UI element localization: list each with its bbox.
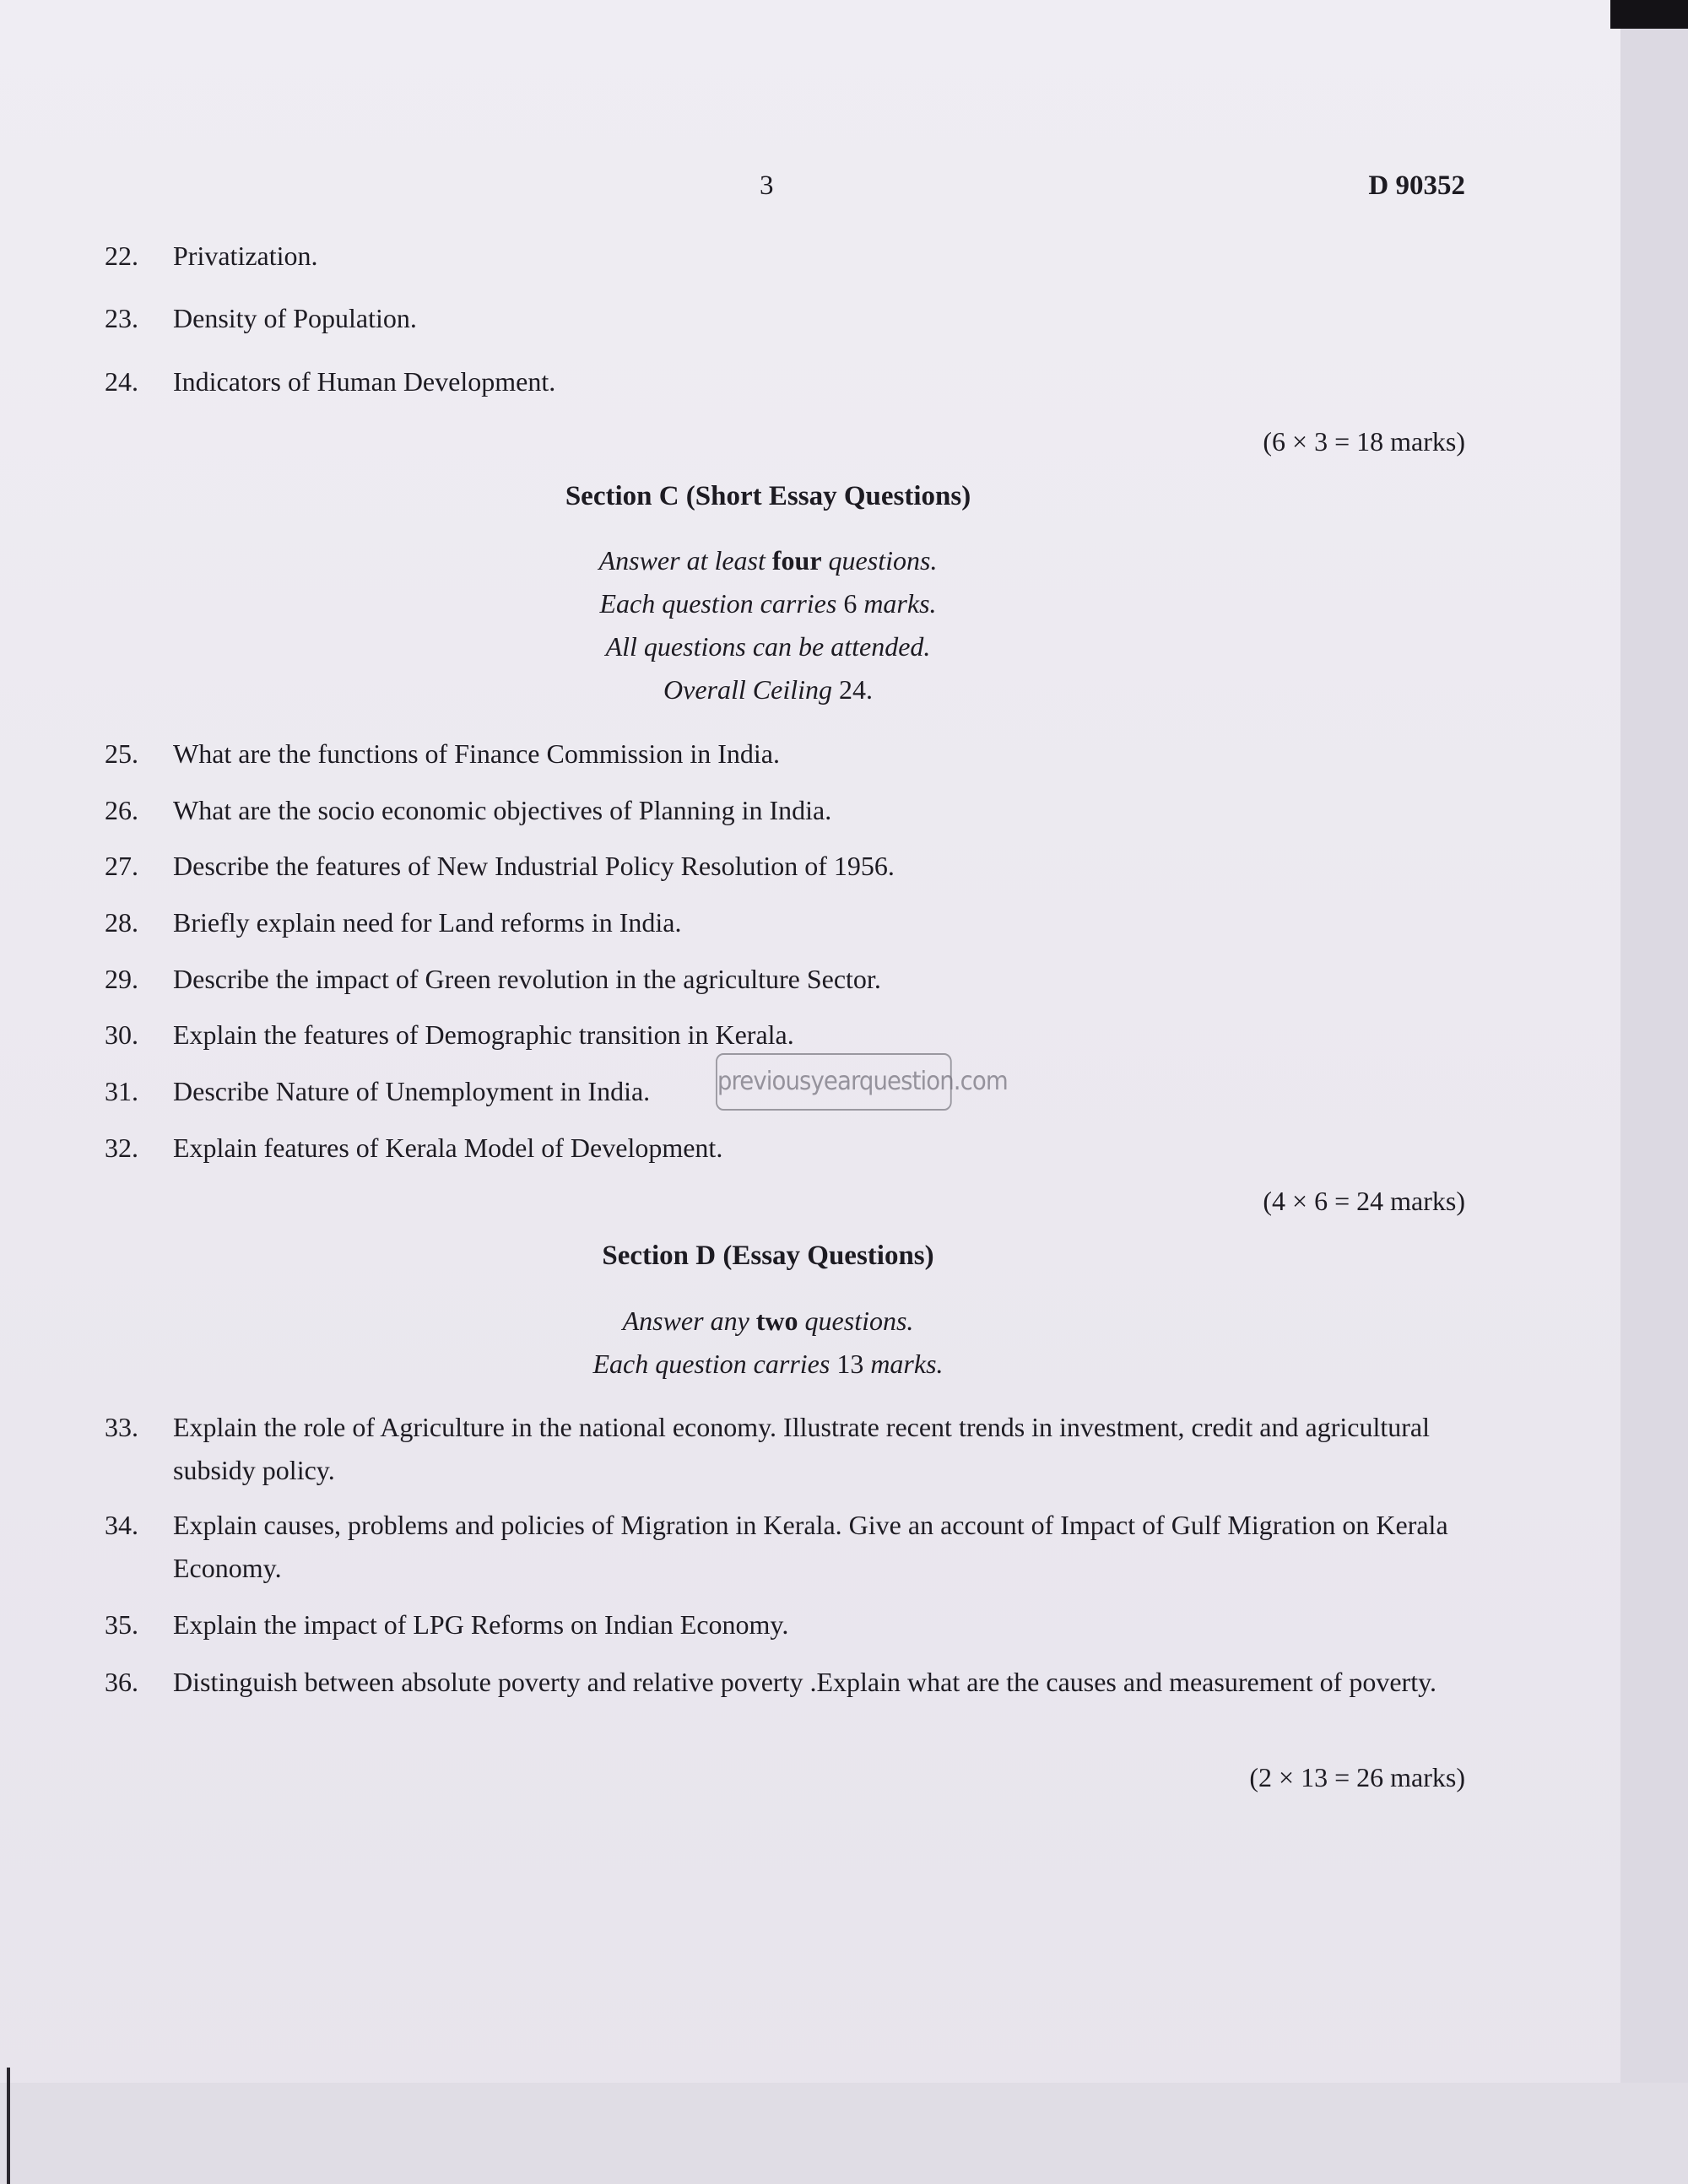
question-24 — [105, 360, 1463, 403]
question-26 — [105, 789, 1463, 832]
question-text: What are the socio economic objectives of Planning in India. — [173, 795, 832, 825]
question-number: 33. — [105, 1412, 138, 1442]
question-number: 31. — [105, 1076, 138, 1106]
question-number: 30. — [105, 1019, 138, 1050]
question-text: Explain causes, problems and policies of Migration in Kerala. Give an account of Impact of Gulf Migration on Kerala Economy. — [173, 1510, 1448, 1583]
section-c-instruction-4: Overall Ceiling 24. — [663, 674, 873, 705]
question-35 — [105, 1603, 1463, 1646]
question-32 — [105, 1127, 1463, 1170]
question-27 — [105, 845, 1463, 888]
question-34 — [105, 1504, 1463, 1590]
question-number: 29. — [105, 964, 138, 994]
question-number: 34. — [105, 1510, 138, 1540]
question-text: Privatization. — [173, 241, 318, 271]
question-25 — [105, 733, 1463, 776]
watermark-logo: previousyearquestion.com — [716, 1053, 952, 1111]
question-28 — [105, 901, 1463, 944]
question-number: 27. — [105, 851, 138, 881]
question-text: Briefly explain need for Land reforms in India. — [173, 907, 682, 938]
question-text: Density of Population. — [173, 303, 417, 333]
section-d-marks: (2 × 13 = 26 marks) — [1249, 1762, 1465, 1792]
question-30 — [105, 1014, 1463, 1057]
question-number: 23. — [105, 303, 138, 333]
scan-corner-mark — [1610, 0, 1688, 29]
scan-right-edge — [1620, 29, 1688, 2184]
section-d-instruction-2: Each question carries 13 marks. — [592, 1349, 944, 1379]
question-number: 26. — [105, 795, 138, 825]
section-c-instruction-2: Each question carries 6 marks. — [599, 588, 937, 619]
question-number: 36. — [105, 1667, 138, 1697]
section-c-instruction-1: Answer at least four questions. — [598, 545, 938, 576]
section-d-title: Section D (Essay Questions) — [602, 1241, 934, 1271]
question-text: Explain the impact of LPG Reforms on Indian Economy. — [173, 1609, 789, 1640]
question-23 — [105, 297, 1463, 340]
question-text: Distinguish between absolute poverty and relative poverty .Explain what are the causes and measurement of poverty. — [173, 1667, 1436, 1697]
question-text: Describe the impact of Green revolution in the agriculture Sector. — [173, 964, 881, 994]
question-text: Explain the features of Demographic transition in Kerala. — [173, 1019, 794, 1050]
question-number: 35. — [105, 1609, 138, 1640]
scan-bottom-edge — [0, 2083, 1688, 2184]
question-36 — [105, 1661, 1463, 1704]
question-number: 28. — [105, 907, 138, 938]
question-number: 25. — [105, 738, 138, 769]
question-29 — [105, 958, 1463, 1001]
page-number: 3 — [760, 170, 774, 201]
section-c-instruction-3: All questions can be attended. — [605, 631, 931, 662]
section-c-title: Section C (Short Essay Questions) — [565, 481, 971, 511]
scan-left-edge-line — [7, 2068, 10, 2184]
paper-code: D 90352 — [1368, 170, 1465, 201]
section-b-marks: (6 × 3 = 18 marks) — [1263, 426, 1465, 457]
section-d-instruction-1: Answer any two questions. — [622, 1306, 914, 1336]
section-c-marks: (4 × 6 = 24 marks) — [1263, 1186, 1465, 1216]
question-text: Explain features of Kerala Model of Development. — [173, 1133, 723, 1163]
question-33 — [105, 1406, 1463, 1492]
question-22 — [105, 235, 1463, 278]
question-text: Explain the role of Agriculture in the national economy. Illustrate recent trends in investment, credit and agricultural subsidy policy. — [173, 1412, 1430, 1485]
question-text: Describe the features of New Industrial Policy Resolution of 1956. — [173, 851, 895, 881]
question-text: Indicators of Human Development. — [173, 366, 556, 397]
question-text: What are the functions of Finance Commission in India. — [173, 738, 780, 769]
question-number: 24. — [105, 366, 138, 397]
question-number: 22. — [105, 241, 138, 271]
question-text: Describe Nature of Unemployment in India. — [173, 1076, 651, 1106]
question-number: 32. — [105, 1133, 138, 1163]
